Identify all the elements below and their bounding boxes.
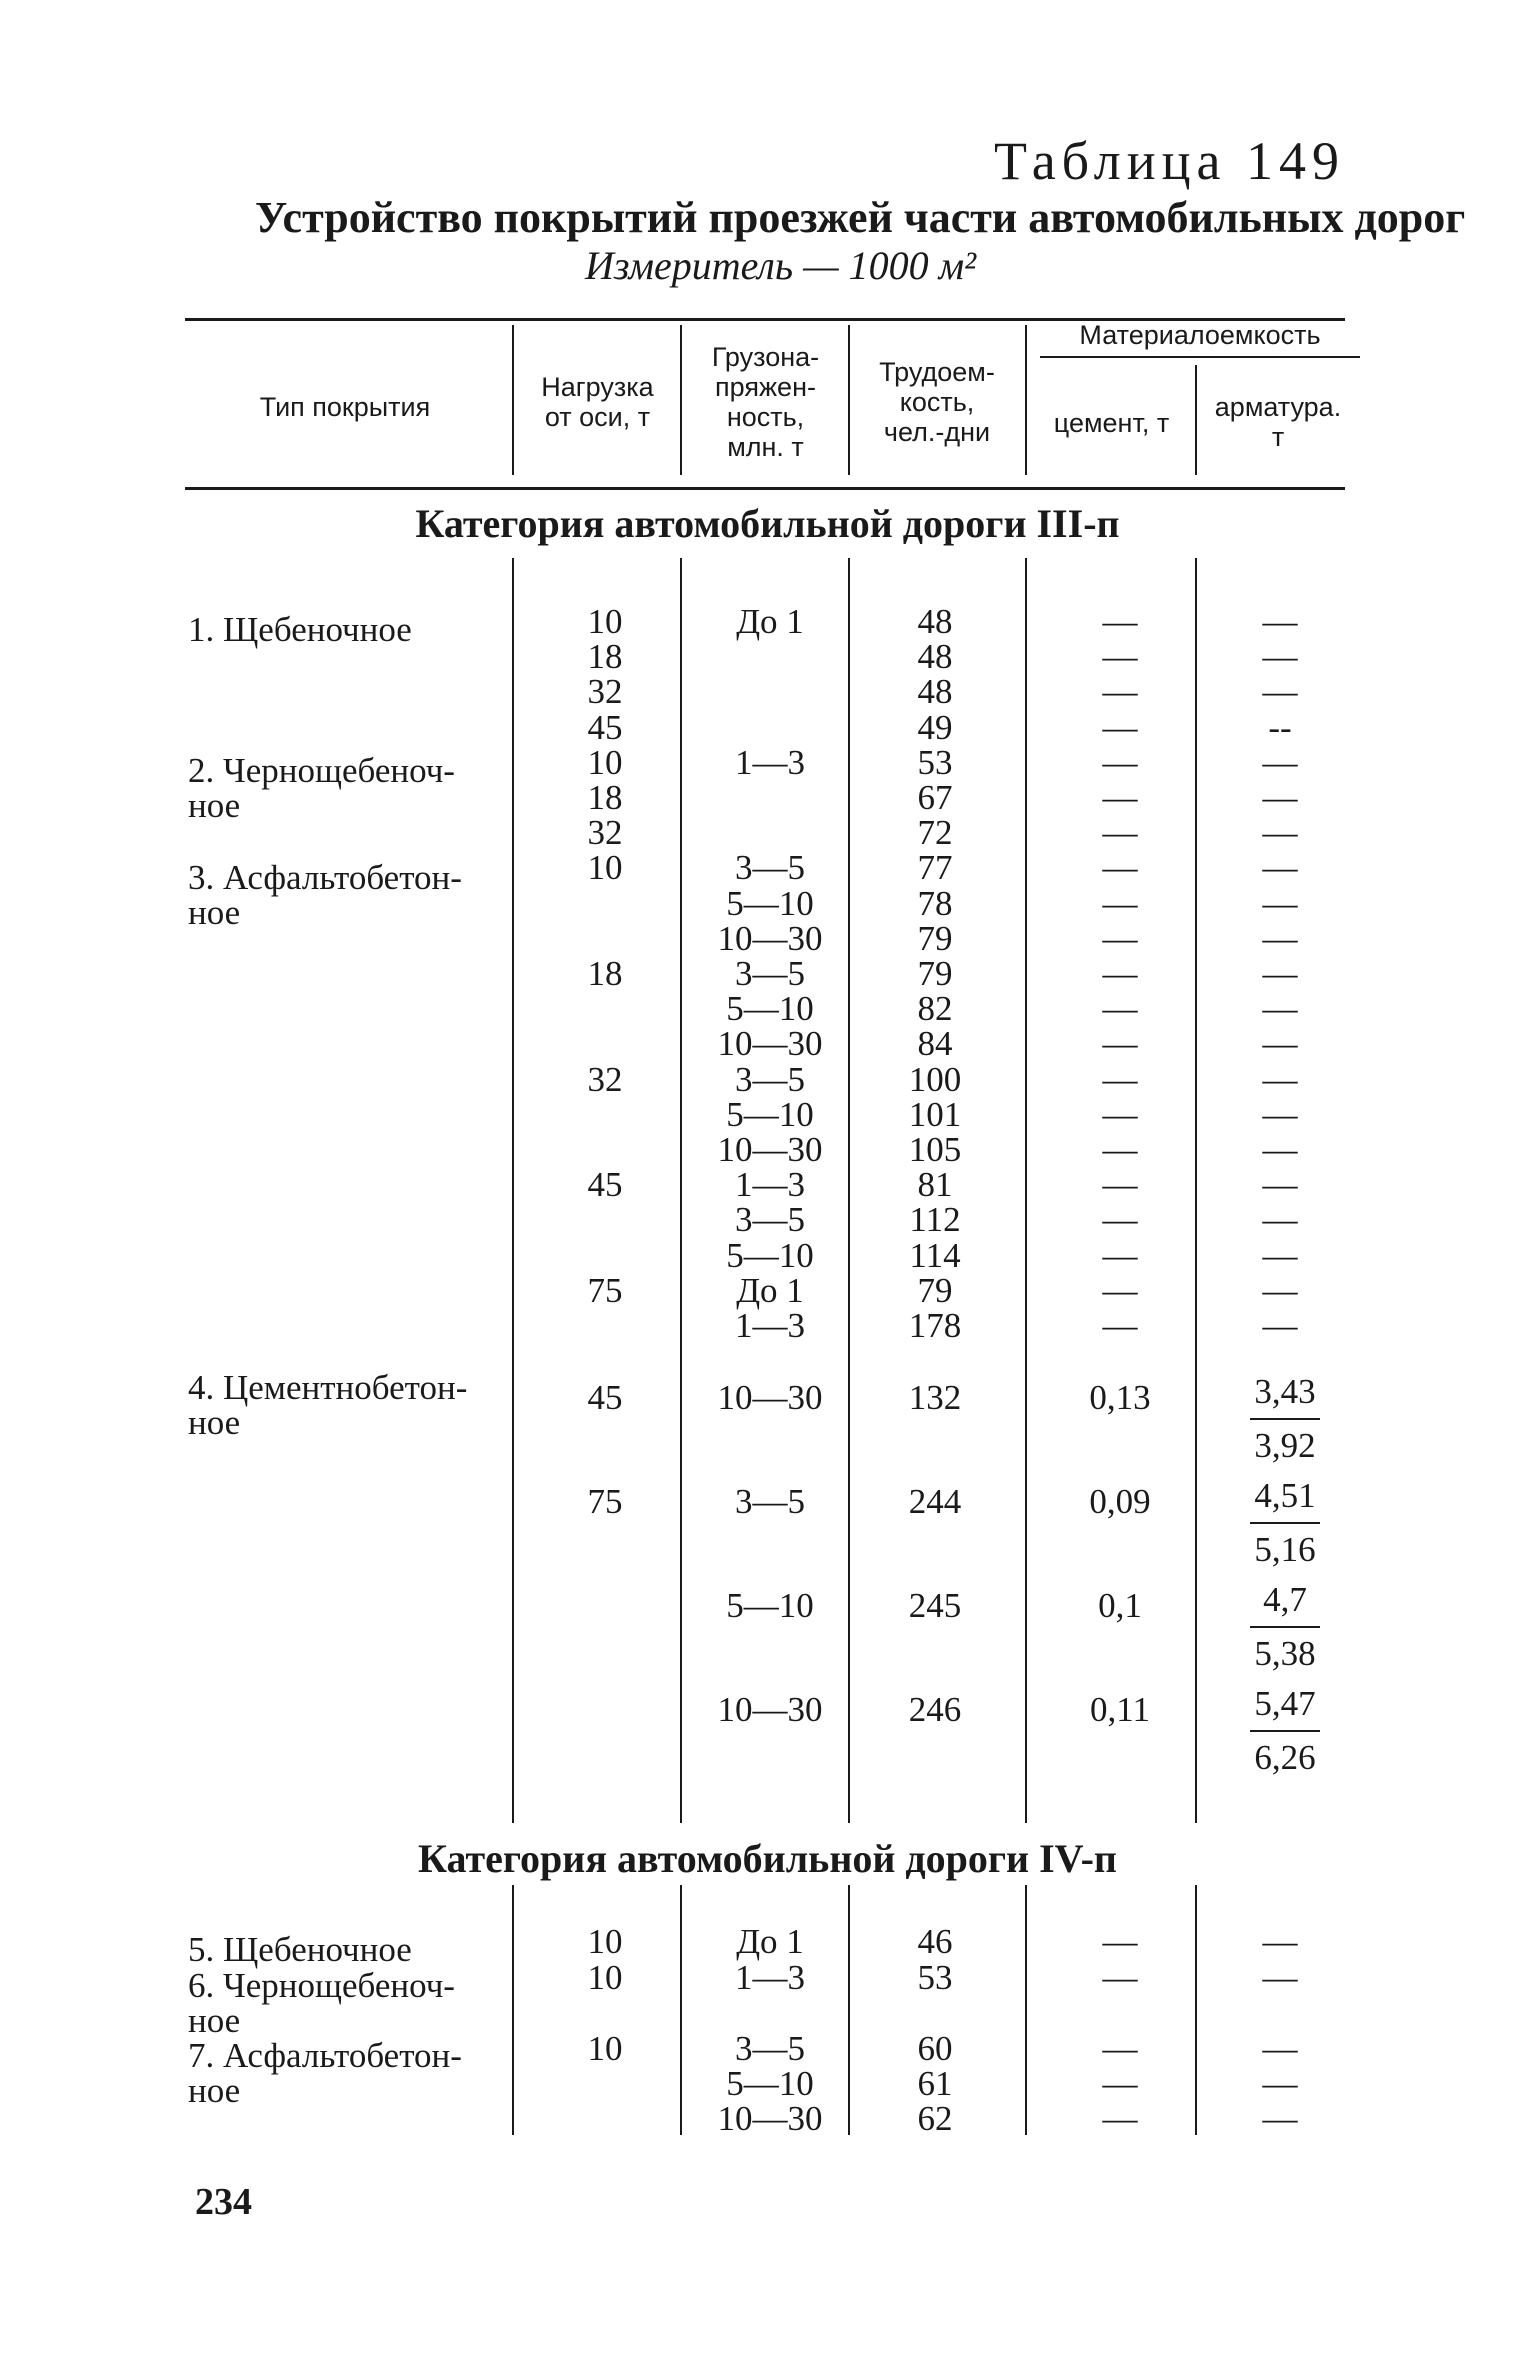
stress-cell: 10—30 <box>717 1378 823 1417</box>
cement-cell: — <box>1102 1200 1138 1239</box>
rebar-cell: — <box>1262 2029 1298 2068</box>
stress-cell: 3—5 <box>735 954 805 993</box>
col-rebar-header: арматура. т <box>1214 392 1342 452</box>
labor-cell: 246 <box>908 1690 962 1729</box>
body-sep-5 <box>1195 558 1197 1823</box>
rebar-fraction <box>1225 1580 1345 1674</box>
rebar-cell: — <box>1262 1024 1298 1063</box>
labor-cell: 114 <box>909 1236 961 1275</box>
labor-cell: 61 <box>917 2064 953 2103</box>
stress-cell: До 1 <box>736 1922 804 1961</box>
stress-cell: До 1 <box>736 1271 804 1310</box>
col-load-header: Нагрузка от оси, т <box>541 372 654 432</box>
rebar-denominator: 3,92 <box>1254 1426 1316 1465</box>
load-cell: 32 <box>587 813 623 852</box>
rebar-cell: — <box>1262 1200 1298 1239</box>
stress-cell: 5—10 <box>726 989 814 1028</box>
rebar-cell: -- <box>1268 708 1292 747</box>
stress-cell: 1—3 <box>735 743 805 782</box>
stress-cell: 3—5 <box>735 2029 805 2068</box>
cement-cell: — <box>1102 1306 1138 1345</box>
stress-cell: 5—10 <box>726 1236 814 1275</box>
materials-rule <box>1040 356 1360 358</box>
rebar-cell: — <box>1262 954 1298 993</box>
header-sep-3 <box>848 325 850 475</box>
cement-cell: — <box>1102 2099 1138 2138</box>
cement-cell: — <box>1102 813 1138 852</box>
rebar-cell: — <box>1262 1060 1298 1099</box>
page-number: 234 <box>195 2181 252 2223</box>
rebar-cell: — <box>1262 1165 1298 1204</box>
col-type-header: Тип покрытия <box>259 392 431 422</box>
cement-cell: — <box>1102 1095 1138 1134</box>
table-unit: Измеритель — 1000 м² <box>585 243 977 288</box>
labor-cell: 67 <box>917 778 953 817</box>
cement-cell: — <box>1102 989 1138 1028</box>
cement-cell: — <box>1102 743 1138 782</box>
labor-cell: 46 <box>917 1922 953 1961</box>
body4-sep-2 <box>680 1885 682 2135</box>
type-name-1: 1. Щебеночное <box>188 610 412 649</box>
load-cell: 75 <box>587 1271 623 1310</box>
rebar-fraction <box>1225 1372 1345 1466</box>
cement-cell: — <box>1102 637 1138 676</box>
stress-cell: 10—30 <box>717 1130 823 1169</box>
rebar-numerator: 4,51 <box>1250 1476 1320 1524</box>
cement-cell: — <box>1102 778 1138 817</box>
labor-cell: 48 <box>917 637 953 676</box>
body-sep-1 <box>512 558 514 1823</box>
cement-cell: — <box>1102 954 1138 993</box>
body-sep-4 <box>1025 558 1027 1823</box>
labor-cell: 79 <box>917 1271 953 1310</box>
labor-cell: 81 <box>917 1165 953 1204</box>
labor-cell: 48 <box>917 672 953 711</box>
cement-cell: — <box>1102 919 1138 958</box>
load-cell: 32 <box>587 1060 623 1099</box>
rebar-cell: — <box>1262 1095 1298 1134</box>
rebar-denominator: 5,38 <box>1254 1634 1316 1673</box>
stress-cell: 5—10 <box>726 1095 814 1134</box>
type-name-4: 4. Цементнобетон- ное <box>188 1368 468 1442</box>
rebar-fraction <box>1225 1684 1345 1778</box>
rebar-cell: — <box>1262 1271 1298 1310</box>
load-cell: 18 <box>587 778 623 817</box>
type-name-3: 3. Асфальтобетон- ное <box>188 858 462 932</box>
cement-cell: — <box>1102 1236 1138 1275</box>
cement-cell: 0,13 <box>1089 1378 1151 1417</box>
labor-cell: 244 <box>908 1482 962 1521</box>
load-cell: 45 <box>587 1378 623 1417</box>
labor-cell: 84 <box>917 1024 953 1063</box>
cement-cell: — <box>1102 708 1138 747</box>
rebar-denominator: 5,16 <box>1254 1530 1316 1569</box>
cement-cell: — <box>1102 1271 1138 1310</box>
header-sep-2 <box>680 325 682 475</box>
rebar-cell: — <box>1262 1306 1298 1345</box>
section-3-title: Категория автомобильной дороги III-п <box>415 501 1120 546</box>
rebar-cell: — <box>1262 1922 1298 1961</box>
cement-cell: 0,11 <box>1090 1690 1150 1729</box>
stress-cell: 1—3 <box>735 1165 805 1204</box>
cement-cell: — <box>1102 1958 1138 1997</box>
cement-cell: — <box>1102 1165 1138 1204</box>
rebar-denominator: 6,26 <box>1254 1738 1316 1777</box>
stress-cell: 10—30 <box>717 1024 823 1063</box>
stress-cell: 1—3 <box>735 1306 805 1345</box>
stress-cell: 1—3 <box>735 1958 805 1997</box>
rebar-cell: — <box>1262 602 1298 641</box>
rebar-cell: — <box>1262 778 1298 817</box>
rebar-cell: — <box>1262 989 1298 1028</box>
stress-cell: 3—5 <box>735 1482 805 1521</box>
labor-cell: 53 <box>917 1958 953 1997</box>
labor-cell: 72 <box>917 813 953 852</box>
labor-cell: 53 <box>917 743 953 782</box>
stress-cell: 10—30 <box>717 1690 823 1729</box>
load-cell: 45 <box>587 1165 623 1204</box>
load-cell: 10 <box>587 602 623 641</box>
labor-cell: 100 <box>908 1060 962 1099</box>
load-cell: 10 <box>587 848 623 887</box>
stress-cell: 5—10 <box>726 1586 814 1625</box>
rebar-cell: — <box>1262 919 1298 958</box>
stress-cell: 3—5 <box>735 1060 805 1099</box>
rebar-numerator: 3,43 <box>1250 1372 1320 1420</box>
stress-cell: 10—30 <box>717 919 823 958</box>
rebar-fraction <box>1225 1476 1345 1570</box>
stress-cell: 3—5 <box>735 1200 805 1239</box>
col-materials-header: Материалоемкость <box>1079 320 1321 350</box>
type-name-6: 6. Чернощебеноч- ное <box>188 1966 455 2040</box>
table-title: Устройство покрытий проезжей части автомобильных дорог <box>255 193 1466 242</box>
rebar-cell: — <box>1262 1130 1298 1169</box>
rebar-cell: — <box>1262 813 1298 852</box>
stress-cell: 5—10 <box>726 2064 814 2103</box>
labor-cell: 112 <box>909 1200 961 1239</box>
body4-sep-4 <box>1025 1885 1027 2135</box>
stress-cell: До 1 <box>736 602 804 641</box>
load-cell: 18 <box>587 954 623 993</box>
header-sep-1 <box>512 325 514 475</box>
col-cement-header: цемент, т <box>1053 408 1170 438</box>
labor-cell: 132 <box>908 1378 962 1417</box>
body4-sep-5 <box>1195 1885 1197 2135</box>
cement-cell: 0,09 <box>1089 1482 1151 1521</box>
section-4-title: Категория автомобильной дороги IV-п <box>418 1836 1117 1881</box>
stress-cell: 3—5 <box>735 848 805 887</box>
rebar-cell: — <box>1262 884 1298 923</box>
labor-cell: 245 <box>908 1586 962 1625</box>
header-sep-5 <box>1195 365 1197 475</box>
cement-cell: — <box>1102 2064 1138 2103</box>
rebar-cell: — <box>1262 1236 1298 1275</box>
cement-cell: 0,1 <box>1098 1586 1142 1625</box>
labor-cell: 105 <box>908 1130 962 1169</box>
header-bottom-rule <box>185 487 1345 490</box>
rebar-cell: — <box>1262 637 1298 676</box>
rebar-cell: — <box>1262 672 1298 711</box>
labor-cell: 78 <box>917 884 953 923</box>
cement-cell: — <box>1102 1060 1138 1099</box>
labor-cell: 101 <box>908 1095 962 1134</box>
labor-cell: 79 <box>917 954 953 993</box>
stress-cell: 10—30 <box>717 2099 823 2138</box>
body4-sep-1 <box>512 1885 514 2135</box>
cement-cell: — <box>1102 2029 1138 2068</box>
load-cell: 75 <box>587 1482 623 1521</box>
load-cell: 10 <box>587 743 623 782</box>
body-sep-3 <box>848 558 850 1823</box>
type-name-5: 5. Щебеночное <box>188 1930 412 1969</box>
rebar-cell: — <box>1262 848 1298 887</box>
load-cell: 45 <box>587 708 623 747</box>
rebar-numerator: 5,47 <box>1250 1684 1320 1732</box>
rebar-cell: — <box>1262 2099 1298 2138</box>
body4-sep-3 <box>848 1885 850 2135</box>
cement-cell: — <box>1102 884 1138 923</box>
labor-cell: 82 <box>917 989 953 1028</box>
rebar-cell: — <box>1262 2064 1298 2103</box>
load-cell: 10 <box>587 2029 623 2068</box>
load-cell: 18 <box>587 637 623 676</box>
labor-cell: 77 <box>917 848 953 887</box>
cement-cell: — <box>1102 1130 1138 1169</box>
labor-cell: 48 <box>917 602 953 641</box>
stress-cell: 5—10 <box>726 884 814 923</box>
cement-cell: — <box>1102 602 1138 641</box>
body-sep-2 <box>680 558 682 1823</box>
cement-cell: — <box>1102 672 1138 711</box>
load-cell: 10 <box>587 1922 623 1961</box>
header-sep-4 <box>1025 325 1027 475</box>
load-cell: 32 <box>587 672 623 711</box>
rebar-numerator: 4,7 <box>1250 1580 1320 1628</box>
cement-cell: — <box>1102 848 1138 887</box>
cement-cell: — <box>1102 1024 1138 1063</box>
labor-cell: 178 <box>908 1306 962 1345</box>
col-labor-header: Трудоем- кость, чел.-дни <box>879 357 995 447</box>
load-cell: 10 <box>587 1958 623 1997</box>
labor-cell: 49 <box>917 708 953 747</box>
type-name-2: 2. Чернощебеноч- ное <box>188 751 455 825</box>
col-stress-header: Грузона- пряжен- ность, млн. т <box>711 342 820 462</box>
rebar-cell: — <box>1262 1958 1298 1997</box>
labor-cell: 62 <box>917 2099 953 2138</box>
labor-cell: 60 <box>917 2029 953 2068</box>
cement-cell: — <box>1102 1922 1138 1961</box>
rebar-cell: — <box>1262 743 1298 782</box>
labor-cell: 79 <box>917 919 953 958</box>
table-number: Таблица 149 <box>994 131 1345 191</box>
type-name-7: 7. Асфальтобетон- ное <box>188 2036 462 2110</box>
